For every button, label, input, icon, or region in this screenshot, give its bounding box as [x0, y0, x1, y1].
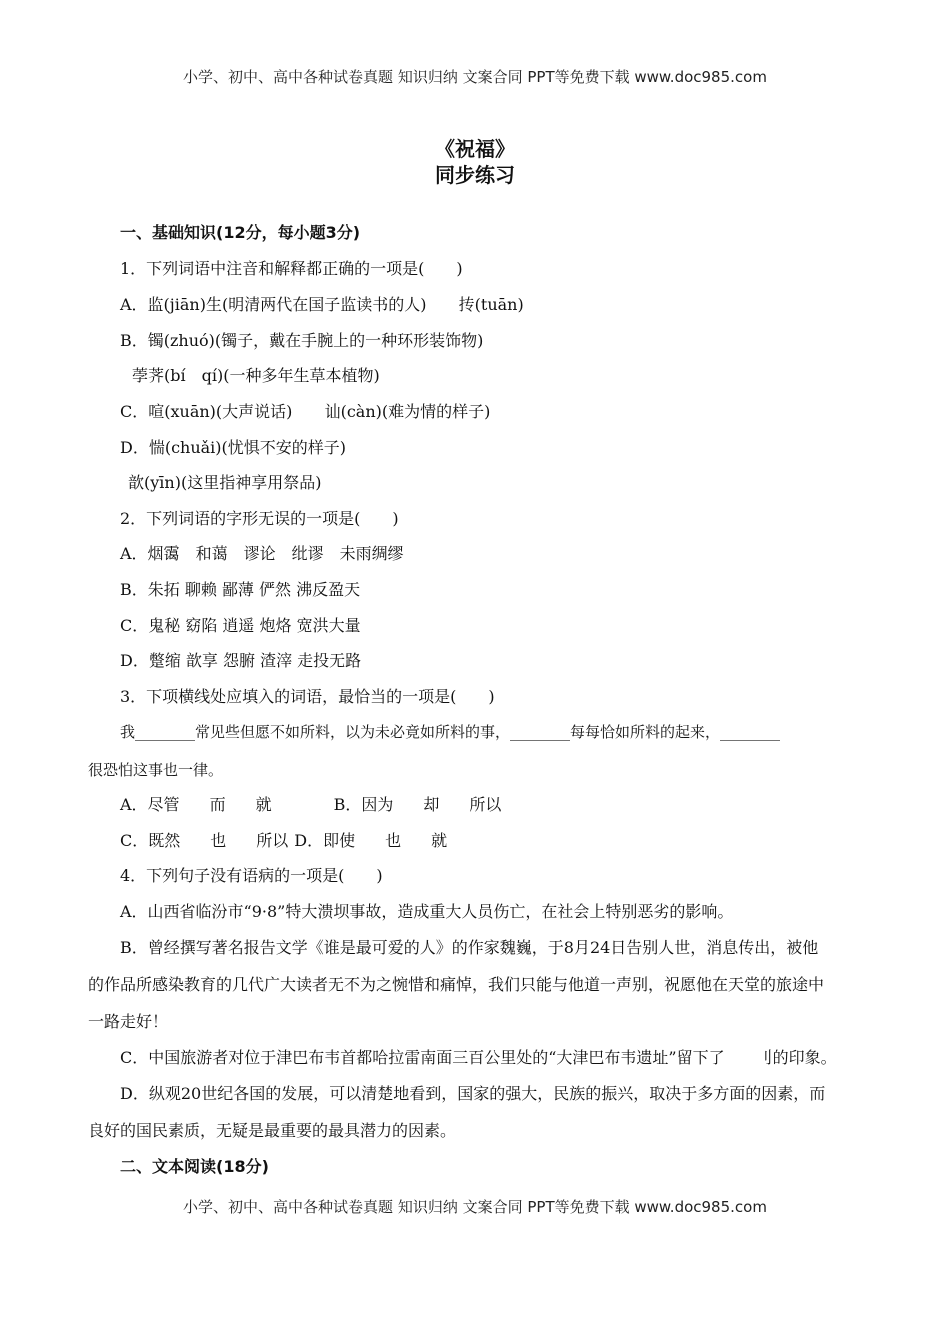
- q3-c-word: C．既然: [120, 831, 181, 850]
- q3-options-cd: [120, 831, 447, 851]
- q3-passage-line1: 我________常见些但愿不如所料，以为未必竟如所料的事，________每每恰如所料的起来，________: [120, 723, 781, 741]
- page-header-banner: 小学、初中、高中各种试卷真题 知识归纳 文案合同 PPT等免费下载 www.doc985.com: [183, 68, 767, 86]
- q4-option-b-line1: B．曾经撰写著名报告文学《谁是最可爱的人》的作家魏巍，于8月24日告别人世，消息传出，被他: [120, 938, 819, 957]
- q2-a-word: A．烟霭: [120, 544, 180, 563]
- q3-options-ab: [120, 795, 501, 815]
- section-heading-basics: 一、基础知识(12分，每小题3分): [120, 223, 361, 242]
- question-1-stem: 1．下列词语中注音和解释都正确的一项是( ): [120, 259, 463, 278]
- q2-option-c: C．鬼秘 窈陷 逍遥 炮烙 宽洪大量: [120, 616, 361, 635]
- q3-b-word: 所以: [469, 795, 502, 814]
- q3-b-word: 却: [423, 795, 440, 814]
- q4-option-d-line1: D．纵观20世纪各国的发展，可以清楚地看到，国家的强大，民族的振兴，取决于多方面的因素，而: [120, 1084, 826, 1103]
- q2-a-word: 纰谬: [291, 544, 324, 563]
- q1-option-b-cont: 荸荠(bí qí)(一种多年生草本植物): [132, 366, 380, 385]
- q1-option-c-part2: 讪(càn)(难为情的样子): [324, 402, 491, 421]
- q3-a-word: 就: [255, 795, 272, 814]
- doc-title: 《祝福》: [435, 137, 515, 161]
- q1-option-b: B．镯(zhuó)(镯子，戴在手腕上的一种环形装饰物): [120, 331, 484, 350]
- q3-b-word: B．因为: [333, 795, 394, 814]
- question-2-stem: 2．下列词语的字形无误的一项是( ): [120, 509, 399, 528]
- q1-option-a: [120, 295, 524, 315]
- q4-option-d-line2: 良好的国民素质，无疑是最重要的最具潜力的因素。: [88, 1121, 457, 1140]
- q3-a-word: 而: [209, 795, 226, 814]
- q2-a-word: 和蔼: [195, 544, 228, 563]
- q1-option-c-part1: C．喧(xuān)(大声说话): [120, 402, 293, 421]
- q3-c-word: 也: [210, 831, 227, 850]
- q2-option-b: B．朱拓 聊赖 鄙薄 俨然 沸反盈天: [120, 580, 361, 599]
- q2-option-a: [120, 544, 404, 564]
- doc-subtitle: 同步练习: [435, 163, 515, 187]
- section-heading-reading: 二、文本阅读(18分): [120, 1157, 269, 1176]
- q3-a-word: A．尽管: [120, 795, 180, 814]
- q1-option-c: [120, 402, 490, 422]
- q4-option-b-line2: 的作品所感染教育的几代广大读者无不为之惋惜和痛悼，我们只能与他道一声别，祝愿他在天堂的旅途中: [88, 975, 825, 994]
- q2-a-word: 未雨绸缪: [339, 544, 404, 563]
- q4-option-a: A．山西省临汾市“9·8”特大溃坝事故，造成重大人员伤亡，在社会上特别恶劣的影响。: [120, 902, 734, 921]
- question-4-stem: 4．下列句子没有语病的一项是( ): [120, 866, 383, 885]
- q3-d-word: 就: [431, 831, 448, 850]
- page-footer-banner: 小学、初中、高中各种试卷真题 知识归纳 文案合同 PPT等免费下载 www.doc985.com: [183, 1198, 767, 1216]
- q3-d-word: 也: [385, 831, 402, 850]
- question-3-stem: 3．下项横线处应填入的词语，最恰当的一项是( ): [120, 687, 495, 706]
- q1-option-a-part2: 抟(tuān): [458, 295, 524, 314]
- q1-option-d: D．惴(chuǎi)(忧惧不安的样子): [120, 438, 347, 457]
- q3-c-word: 所以: [256, 831, 289, 850]
- q2-a-word: 谬论: [243, 544, 276, 563]
- q4-option-c: C．中国旅游者对位于津巴布韦首都哈拉雷南面三百公里处的“大津巴布韦遗址”留下了 刂的印象。: [120, 1048, 837, 1067]
- q1-option-a-part1: A．监(jiān)生(明清两代在国子监读书的人): [120, 295, 427, 314]
- q2-option-d: D．蹩缩 歆享 怨腑 渣滓 走投无路: [120, 651, 362, 670]
- q3-passage-line2: 很恐怕这事也一律。: [88, 761, 224, 779]
- q3-d-word: D．即使: [294, 831, 356, 850]
- q4-option-b-line3: 一路走好！: [88, 1012, 169, 1031]
- q1-option-d-cont: 歆(yīn)(这里指神享用祭品): [128, 473, 322, 492]
